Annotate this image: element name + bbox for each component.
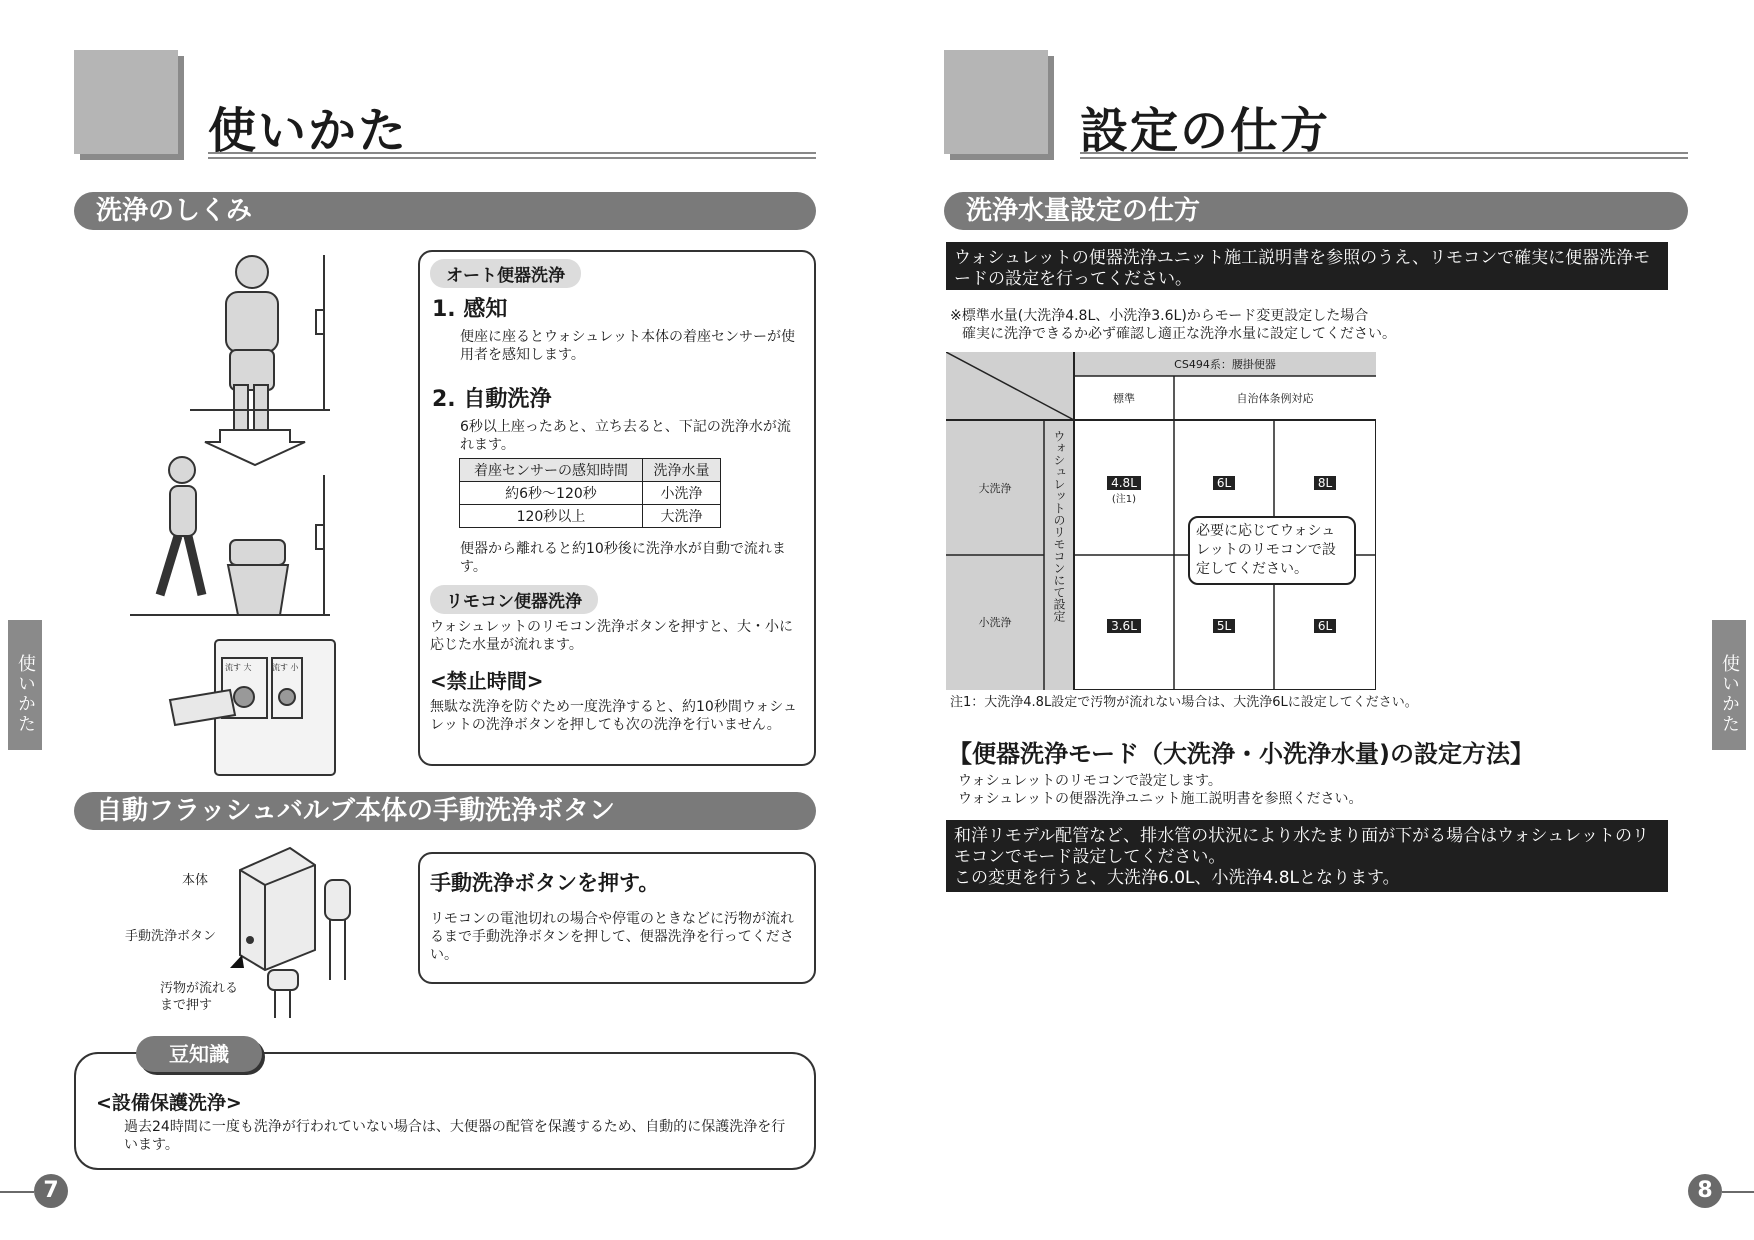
standard-volume-note-2: 確実に洗浄できるか必ず確認し適正な洗浄水量に設定してください。 [962,326,1396,342]
table-row [460,505,721,528]
table-cell: 小洗浄 [642,482,720,505]
down-arrow-icon [205,430,305,465]
remote-button-big-label: 流す 大 [225,663,252,672]
table-row [460,482,721,505]
standard-volume-note: ※標準水量(大洗浄4.8L、小洗浄3.6L)からモード変更設定した場合 [950,308,1369,324]
value-tag: 5L [1213,619,1235,633]
mode-setting-text-1: ウォシュレットのリモコンで設定します。 [958,773,1222,789]
mode-setting-title: 【便器洗浄モード（大洗浄・小洗浄水量)の設定方法】 [948,740,1535,768]
value-tag: 4.8L [1107,476,1141,490]
table-top-header: CS494系：腰掛便器 [1174,358,1276,371]
usage-illustration [130,250,360,780]
page-number-right: 8 [1688,1174,1722,1208]
title-underline-right [1080,152,1688,159]
section-heading-water-volume [944,192,1688,230]
manual-button-text: リモコンの電池切れの場合や停電のときなどに汚物が流れるまで手動洗浄ボタンを押して、便器洗浄を行ってください。 [430,911,794,963]
flush-valve-illustration [230,840,380,1020]
large-local-value-2 [1274,472,1376,491]
small-local-value-2 [1274,615,1376,634]
value-tag: 8L [1314,476,1336,490]
value-tag: 6L [1314,619,1336,633]
table-callout: 必要に応じてウォシュレットのリモコンで設定してください。 [1188,516,1356,585]
title-underline-left [208,152,816,159]
section-heading-manual-text: 自動フラッシュバルブ本体の手動洗浄ボタン [96,796,615,826]
label-manual-button: 手動洗浄ボタン [125,929,217,944]
prohibit-text: 無駄な洗浄を防ぐため一度洗浄すると、約10秒間ウォシュレットの洗浄ボタンを押しても次の洗浄を行いません。 [430,699,797,733]
table-header: 着座センサーの感知時間 [460,459,643,482]
step1-text: 便座に座るとウォシュレット本体の着座センサーが使用者を感知します。 [460,329,796,363]
col-standard-header: 標準 [1113,392,1135,405]
table-header-row [460,459,721,482]
section-heading-mechanism [74,192,816,230]
vertical-remote-label: ウォシュレットのリモコンにて設定 [1052,430,1066,622]
manual-button-title: 手動洗浄ボタンを押す。 [430,871,660,895]
instruction-dark-box: ウォシュレットの便器洗浄ユニット施工説明書を参照のうえ、リモコンで確実に便器洗浄モードの設定を行ってください。 [946,242,1668,290]
table-header: 洗浄水量 [642,459,720,482]
sensor-time-table [459,458,721,528]
tip-title: <設備保護洗浄> [96,1092,242,1114]
value-tag: 6L [1213,476,1235,490]
page-number-line-right [1722,1191,1754,1193]
row-large-label: 大洗浄 [978,482,1012,495]
large-local-value-1 [1174,472,1274,491]
push-arrow-icon [230,955,244,968]
seated-person-illustration [190,255,330,430]
section-heading-mechanism-text: 洗浄のしくみ [96,196,253,226]
title-decoration-square [74,50,178,154]
walking-person-illustration [130,457,330,615]
remote-control-illustration [170,640,335,775]
side-tab-right: 使いかた [1712,620,1746,750]
remote-flush-label: リモコン便器洗浄 [430,585,598,614]
section-heading-manual-button [74,792,816,830]
label-push-until: 汚物が流れる まで押す [160,981,239,1013]
tip-label [136,1036,262,1072]
table-cell: 120秒以上 [460,505,643,528]
small-standard-value [1074,615,1174,634]
remote-button-small-label: 流す 小 [272,663,299,672]
after-table-text: 便器から離れると約10秒後に洗浄水が自動で流れます。 [460,541,786,575]
step2-title: 2. 自動洗浄 [432,387,552,412]
remodel-dark-box: 和洋リモデル配管など、排水管の状況により水たまり面が下がる場合はウォシュレットのリモコンでモード設定してください。 この変更を行うと、大洗浄6.0L、小洗浄4.8Lとなります。 [946,820,1668,892]
prohibit-title: <禁止時間> [430,669,544,693]
row-small-label: 小洗浄 [978,616,1012,629]
page-number-line-left [0,1191,34,1193]
table-footnote: 注1：大洗浄4.8L設定で汚物が流れない場合は、大洗浄6Lに設定してください。 [950,695,1418,710]
title-decoration-square [944,50,1048,154]
col-local-header: 自治体条例対応 [1236,392,1314,405]
section-heading-water-volume-text: 洗浄水量設定の仕方 [966,196,1201,226]
auto-flush-label: オート便器洗浄 [430,259,581,288]
step2-text: 6秒以上座ったあと、立ち去ると、下記の洗浄水が流れます。 [460,419,791,453]
page-number-left: 7 [34,1174,68,1208]
remote-flush-text: ウォシュレットのリモコン洗浄ボタンを押すと、大・小に応じた水量が流れます。 [430,619,794,653]
value-tag: 3.6L [1107,619,1141,633]
label-body: 本体 [182,873,209,888]
tip-label-text: 豆知識 [169,1042,229,1066]
volume-settings-table [946,352,1376,690]
small-local-value-1 [1174,615,1274,634]
table-cell: 約6秒〜120秒 [460,482,643,505]
manual-button-dot [246,936,254,944]
tip-text: 過去24時間に一度も洗浄が行われていない場合は、大便器の配管を保護するため、自動的に保護洗浄を行います。 [124,1119,786,1153]
page-title-right: 設定の仕方 [1080,103,1331,159]
large-standard-note: (注1) [1111,494,1137,505]
large-standard-value [1074,472,1174,491]
table-cell: 大洗浄 [642,505,720,528]
mode-setting-text-2: ウォシュレットの便器洗浄ユニット施工説明書を参照ください。 [958,791,1363,807]
side-tab-left: 使いかた [8,620,42,750]
page-title-left: 使いかた [208,103,409,159]
step1-title: 1. 感知 [432,297,508,322]
